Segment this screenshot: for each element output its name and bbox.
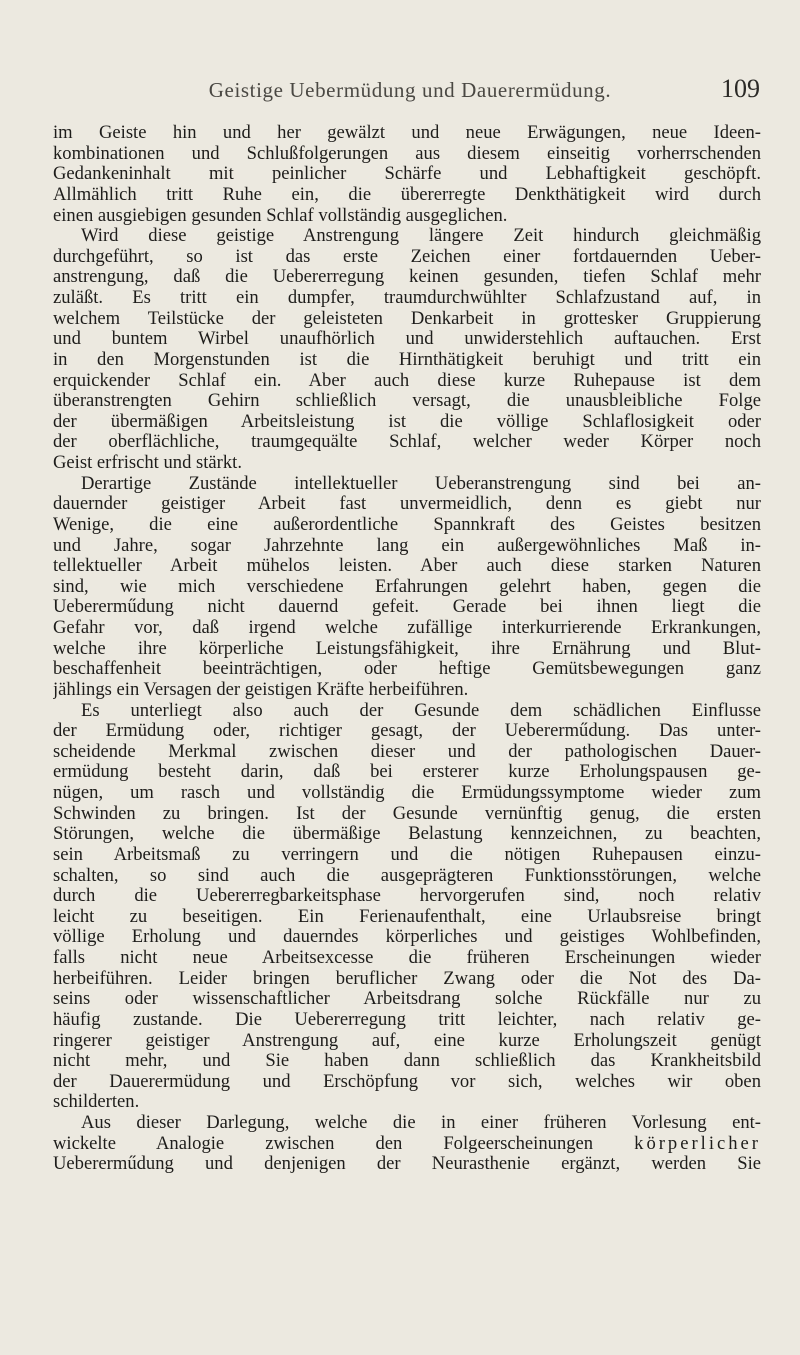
- text-line: Uebererműdung und denjenigen der Neurasthenie ergänzt, werden Sie: [53, 1154, 761, 1175]
- text-line: Schwinden zu bringen. Ist der Gesunde vernünftig genug, die ersten: [53, 803, 761, 824]
- text-line: Es unterliegt also auch der Gesunde dem schädlichen Einflusse: [81, 700, 761, 721]
- text-line: ringerer geistiger Anstrengung auf, eine kurze Erholungszeit genügt: [53, 1030, 761, 1051]
- text-line: herbeiführen. Leider bringen beruflicher Zwang oder die Not des Da-: [53, 968, 761, 989]
- running-title: Geistige Uebermüdung und Dauerermüdung.: [208, 78, 612, 102]
- emphasized-word: körperlicher: [634, 1133, 761, 1154]
- text-line: welchem Teilstücke der geleisteten Denkarbeit in grottesker Gruppierung: [53, 308, 761, 329]
- text-line: Geist erfrischt und stärkt.: [53, 453, 242, 473]
- text-line: kombinationen und Schlußfolgerungen aus diesem einseitig vorherrschenden: [53, 143, 761, 164]
- text-line: schilderten.: [53, 1092, 140, 1113]
- text-line: durchgeführt, so ist das erste Zeichen einer fortdauernden Ueber-: [53, 246, 761, 267]
- text-line: und buntem Wirbel unaufhörlich und unwiderstehlich auftauchen. Erst: [53, 329, 761, 350]
- text-line: welche ihre körperliche Leistungsfähigkeit, ihre Ernährung und Blut-: [53, 638, 761, 659]
- text-line: scheidende Merkmal zwischen dieser und der pathologischen Dauer-: [53, 741, 761, 762]
- text-line: der oberflächliche, traumgequälte Schlaf, welcher weder Körper noch: [53, 432, 761, 453]
- text-line: der Dauerermüdung und Erschöpfung vor sich, welches wir oben: [53, 1071, 761, 1092]
- text-line: ermüdung besteht darin, daß bei ersterer kurze Erholungspausen ge-: [53, 762, 761, 783]
- text-line: [53, 1134, 761, 1155]
- page-number: 109: [721, 74, 760, 103]
- text-line: Wenige, die eine außerordentliche Spannkraft des Geistes besitzen: [53, 514, 761, 535]
- text-segment: wickelte Analogie zwischen den Folgeerscheinungen: [53, 1133, 635, 1154]
- text-line: nügen, um rasch und vollständig die Ermüdungssymptome wieder zum: [53, 783, 761, 803]
- text-line: und Jahre, sogar Jahrzehnte lang ein außergewöhnliches Maß in-: [53, 535, 761, 556]
- text-line: Aus dieser Darlegung, welche die in einer früheren Vorlesung ent-: [81, 1113, 761, 1133]
- text-line: falls nicht neue Arbeitsexcesse die früheren Erscheinungen wieder: [53, 948, 761, 968]
- running-head: [60, 74, 760, 112]
- text-line: jählings ein Versagen der geistigen Kräfte herbeiführen.: [53, 679, 469, 700]
- text-line: Derartige Zustände intellektueller Ueberanstrengung sind bei an-: [81, 473, 761, 494]
- text-line: Gefahr vor, daß irgend welche zufällige interkurrierende Erkrankungen,: [53, 618, 761, 638]
- text-line: leicht zu beseitigen. Ein Ferienaufenthalt, eine Urlaubsreise bringt: [53, 906, 761, 927]
- text-line: anstrengung, daß die Uebererregung keinen gesunden, tiefen Schlaf mehr: [53, 267, 761, 288]
- text-line: tellektueller Arbeit mühelos leisten. Aber auch diese starken Naturen: [53, 556, 761, 577]
- text-line: in den Morgenstunden ist die Hirnthätigkeit beruhigt und tritt ein: [53, 349, 761, 370]
- text-line: durch die Uebererregbarkeitsphase hervorgerufen sind, noch relativ: [53, 886, 761, 907]
- text-line: überanstrengten Gehirn schließlich versagt, die unausbleibliche Folge: [53, 391, 761, 412]
- text-line: zuläßt. Es tritt ein dumpfer, traumdurchwühlter Schlafzustand auf, in: [53, 288, 761, 308]
- text-line: sein Arbeitsmaß zu verringern und die nötigen Ruhepausen einzu-: [53, 844, 761, 865]
- text-line: sind, wie mich verschiedene Erfahrungen gelehrt haben, gegen die: [53, 576, 761, 597]
- text-line: der übermäßigen Arbeitsleistung ist die völlige Schlaflosigkeit oder: [53, 411, 761, 432]
- text-line: Störungen, welche die übermäßige Belastung kennzeichnen, zu beachten,: [53, 824, 761, 845]
- text-line: erquickender Schlaf ein. Aber auch diese kurze Ruhepause ist dem: [53, 370, 761, 391]
- text-line: nicht mehr, und Sie haben dann schließlich das Krankheitsbild: [53, 1051, 761, 1072]
- text-line: im Geiste hin und her gewälzt und neue Erwägungen, neue Ideen-: [53, 123, 761, 143]
- text-line: Allmählich tritt Ruhe ein, die übererregte Denkthätigkeit wird durch: [53, 184, 761, 205]
- text-line: völlige Erholung und dauerndes körperliches und geistiges Wohlbefinden,: [53, 927, 761, 948]
- text-line: schalten, so sind auch die ausgeprägteren Funktionsstörungen, welche: [53, 865, 761, 886]
- body-text: [53, 123, 761, 1175]
- text-line: Gedankeninhalt mit peinlicher Schärfe und Lebhaftigkeit geschöpft.: [53, 164, 761, 185]
- text-line: der Ermüdung oder, richtiger gesagt, der Uebererműdung. Das unter-: [53, 721, 761, 742]
- text-line: Wird diese geistige Anstrengung längere Zeit hindurch gleichmäßig: [81, 226, 761, 247]
- text-line: häufig zustande. Die Uebererregung tritt leichter, nach relativ ge-: [53, 1009, 761, 1030]
- text-line: beschaffenheit beeinträchtigen, oder heftige Gemütsbewegungen ganz: [53, 659, 761, 680]
- text-line: dauernder geistiger Arbeit fast unvermeidlich, denn es giebt nur: [53, 494, 761, 515]
- text-line: Uebererműdung nicht dauernd gefeit. Gerade bei ihnen liegt die: [53, 597, 761, 618]
- text-line: seins oder wissenschaftlicher Arbeitsdrang solche Rückfälle nur zu: [53, 989, 761, 1010]
- text-line: einen ausgiebigen gesunden Schlaf vollständig ausgeglichen.: [53, 205, 508, 226]
